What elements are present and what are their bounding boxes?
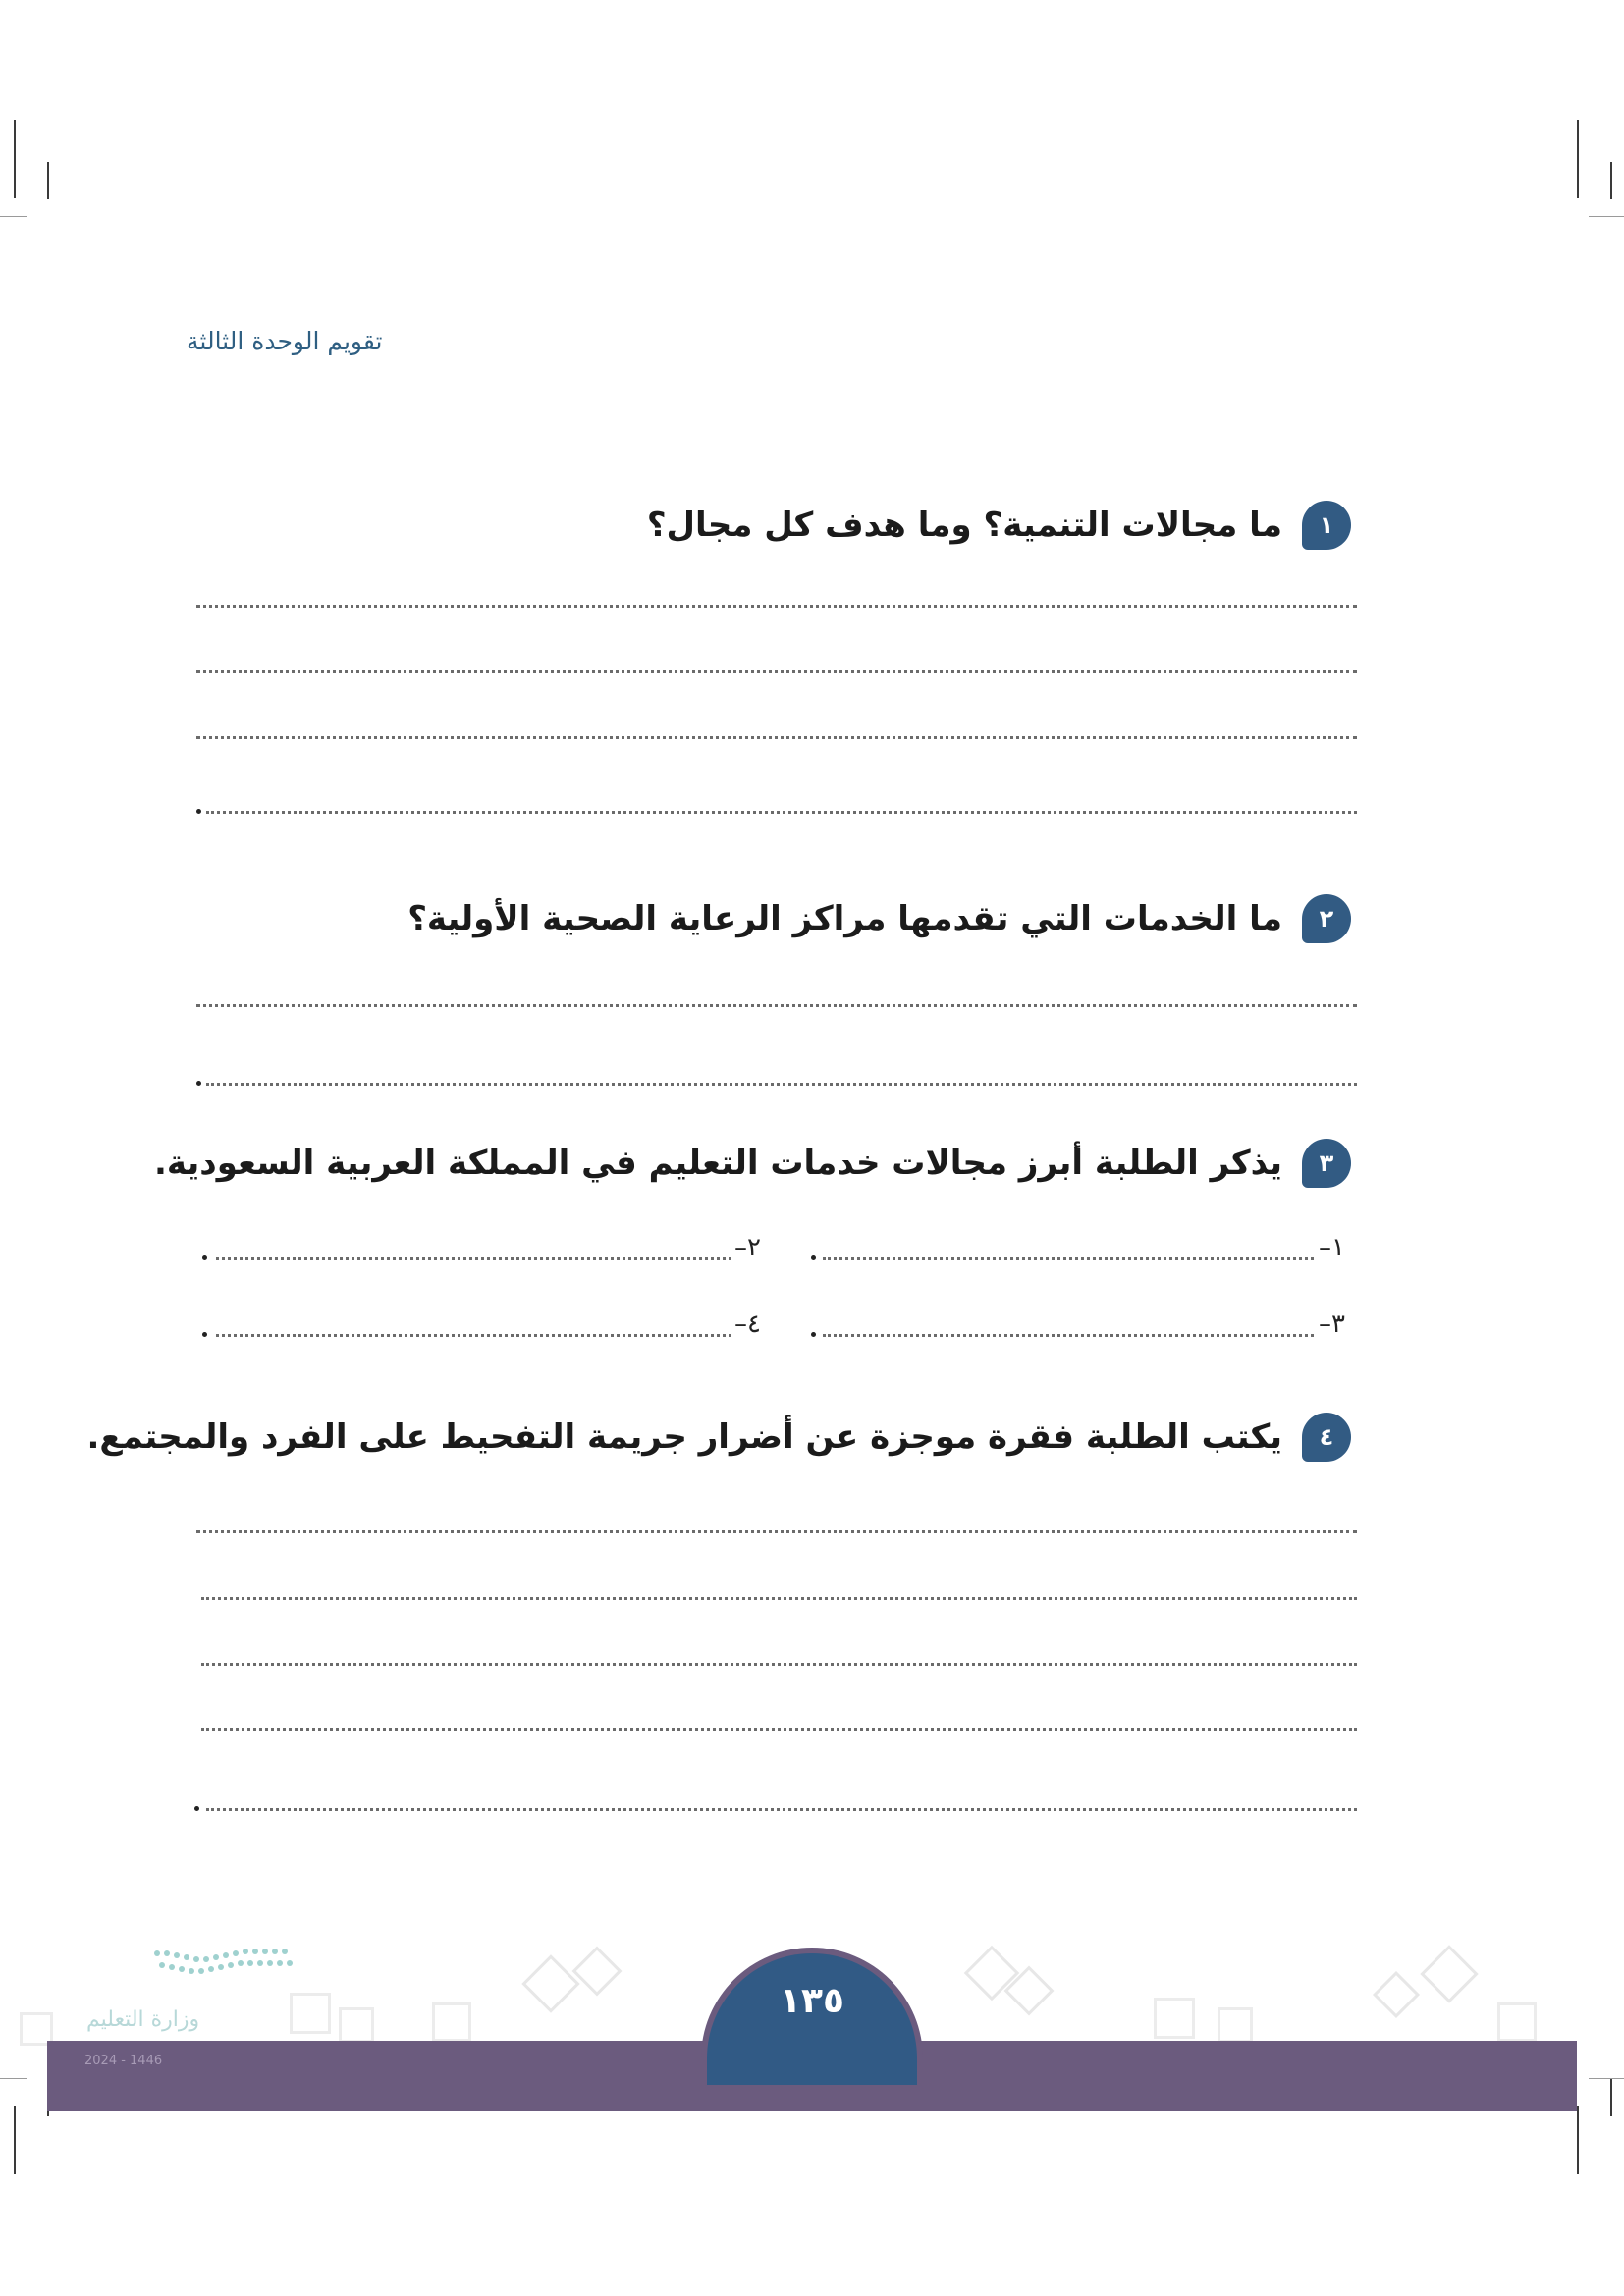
answer-line[interactable] — [206, 1083, 1357, 1086]
answer-line-1[interactable] — [823, 1257, 1314, 1260]
answer-line[interactable] — [196, 1530, 1357, 1533]
decorative-square — [290, 1993, 331, 2034]
answer-line[interactable] — [201, 1597, 1357, 1600]
answer-line[interactable] — [196, 605, 1357, 608]
period-dot — [811, 1255, 816, 1260]
answer-line[interactable] — [206, 1808, 1357, 1811]
question-number-badge: ٣ — [1302, 1139, 1351, 1188]
period-dot — [202, 1255, 207, 1260]
ministry-logo-year: 2024 - 1446 — [84, 2054, 163, 2068]
question-text: يكتب الطلبة فقرة موجزة عن أضرار جريمة التفحيط على الفرد والمجتمع. — [86, 1417, 1282, 1457]
decorative-square — [339, 2007, 374, 2043]
decorative-diamond — [1420, 1945, 1478, 2002]
question-3 — [154, 1134, 1351, 1193]
answer-line[interactable] — [196, 670, 1357, 673]
crop-mark — [14, 120, 16, 198]
answer-line[interactable] — [201, 1728, 1357, 1731]
question-4 — [86, 1408, 1351, 1467]
list-label-4: ٤– — [734, 1309, 761, 1339]
answer-line-4[interactable] — [216, 1334, 731, 1337]
list-label-1: ١– — [1319, 1233, 1345, 1262]
answer-line[interactable] — [196, 1004, 1357, 1007]
answer-line[interactable] — [201, 1663, 1357, 1666]
crop-mark — [1589, 2078, 1624, 2079]
list-label-2: ٢– — [734, 1233, 761, 1262]
answer-line-3[interactable] — [823, 1334, 1314, 1337]
decorative-square — [1497, 2002, 1537, 2042]
decorative-square — [432, 2002, 471, 2042]
decorative-square — [1218, 2007, 1253, 2043]
question-text: يذكر الطلبة أبرز مجالات خدمات التعليم في المملكة العربية السعودية. — [153, 1144, 1282, 1183]
crop-mark — [1577, 2106, 1579, 2174]
decorative-diamond — [572, 1947, 623, 1997]
decorative-diamond — [1373, 1971, 1420, 2018]
page-number: ١٣٥ — [780, 1981, 844, 2021]
question-number-badge: ١ — [1302, 501, 1351, 550]
decorative-diamond — [521, 1954, 579, 2012]
crop-mark — [1610, 2079, 1612, 2116]
ministry-logo-text: وزارة التعليم — [86, 2007, 200, 2032]
crop-mark — [0, 216, 27, 217]
crop-mark — [0, 2078, 27, 2079]
answer-line[interactable] — [206, 811, 1357, 814]
period-dot — [811, 1332, 816, 1337]
crop-mark — [14, 2106, 16, 2174]
question-1 — [647, 496, 1351, 555]
answer-line-2[interactable] — [216, 1257, 731, 1260]
crop-mark — [1589, 216, 1624, 217]
crop-mark — [1610, 162, 1612, 199]
question-number-badge: ٤ — [1302, 1413, 1351, 1462]
period-dot — [194, 1806, 199, 1811]
list-label-3: ٣– — [1319, 1309, 1345, 1339]
ministry-logo-icon — [147, 1946, 295, 1985]
decorative-square — [1154, 1998, 1195, 2039]
question-text: ما مجالات التنمية؟ وما هدف كل مجال؟ — [646, 506, 1282, 545]
question-2 — [407, 889, 1351, 948]
page-header-title: تقويم الوحدة الثالثة — [187, 327, 383, 355]
crop-mark — [47, 162, 49, 199]
question-number-badge: ٢ — [1302, 894, 1351, 943]
question-text: ما الخدمات التي تقدمها مراكز الرعاية الصحية الأولية؟ — [407, 899, 1282, 938]
period-dot — [196, 1081, 201, 1086]
crop-mark — [1577, 120, 1579, 198]
answer-line[interactable] — [196, 736, 1357, 739]
period-dot — [202, 1332, 207, 1337]
period-dot — [196, 809, 201, 814]
